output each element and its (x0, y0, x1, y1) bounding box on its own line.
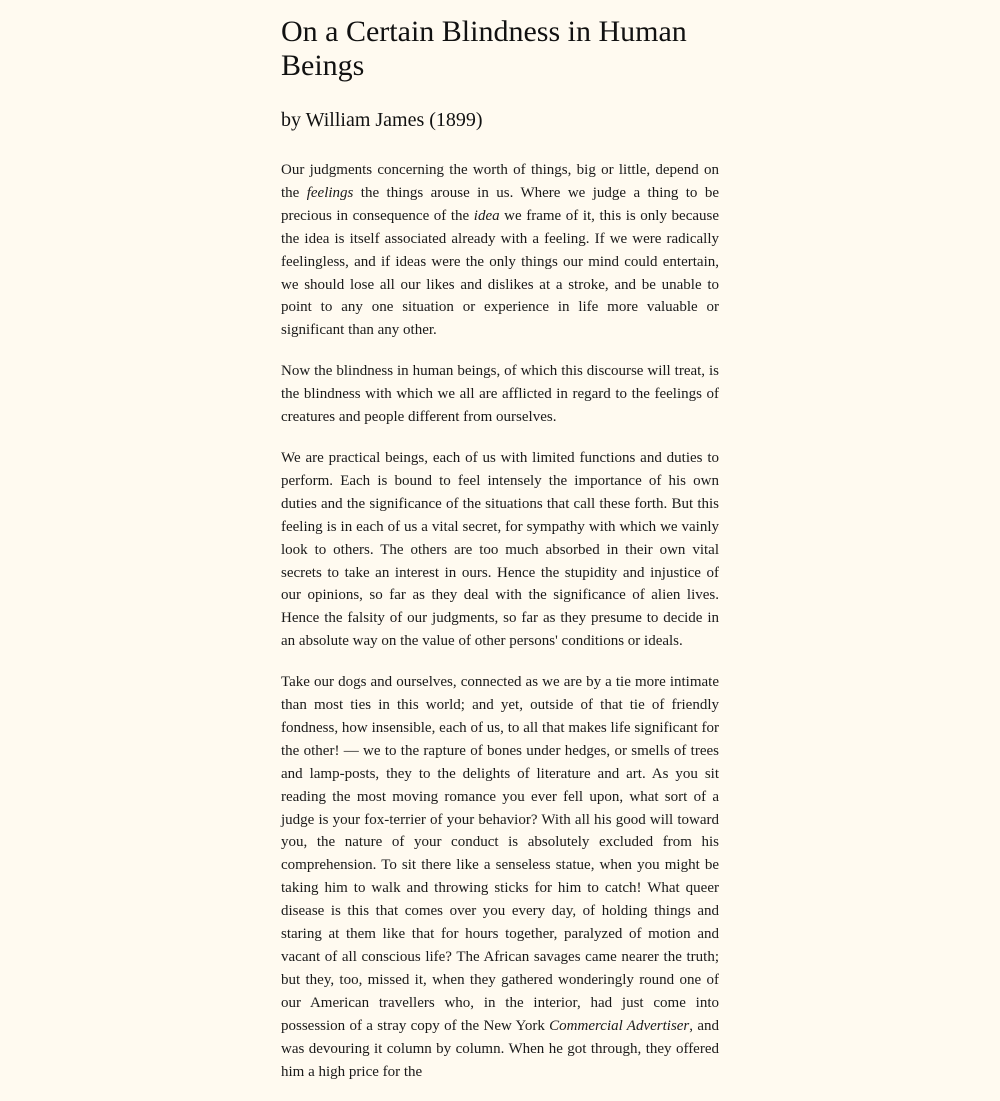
paragraph-text: we frame of it, this is only because the idea is itself associated already with a feeling. If we were radically feelingless, and if ideas were the only things our mind could entertain, we should lose all our likes and dislikes at a stroke, and be unable to point to any one situation or experience in life more valuable or significant than any other. (281, 207, 720, 339)
emphasized-text: idea (473, 207, 500, 224)
author-byline: by William James (1899) (281, 109, 483, 131)
body-paragraph (281, 360, 719, 429)
document-title: On a Certain Blindness in Human Beings (281, 15, 687, 82)
paragraph-text: Our judgments concerning the worth of things, big or little, depend on the (281, 162, 719, 201)
emphasized-text: feelings (306, 184, 354, 201)
body-paragraph (281, 447, 719, 653)
body-paragraph (281, 159, 719, 342)
paragraph-text: We are practical beings, each of us with limited functions and duties to perform. Each is bound to feel intensely the importance of his own duties and the significance of the situations that call these forth. But this feeling is in each of us a vital secret, for sympathy with which we vainly look to others. The others are too much absorbed in their own vital secrets to take an interest in ours. Hence the stupidity and injustice of our opinions, so far as they deal with the significance of alien lives. Hence the falsity of our judgments, so far as they presume to decide in an absolute way on the value of other persons' conditions or ideals. (281, 449, 719, 650)
emphasized-text: Commercial Advertiser (549, 1017, 690, 1034)
paragraph-text: Take our dogs and ourselves, connected as we are by a tie more intimate than most ties in this world; and yet, outside of that tie of friendly fondness, how insensible, each of us, to all that makes life significant for the other! — we to the rapture of bones under hedges, or smells of trees and lamp-posts, they to the delights of literature and art. As you sit reading the most moving romance you ever fell upon, what sort of a judge is your fox-terrier of your behavior? With all his good will toward you, the nature of your conduct is absolutely excluded from his comprehension. To sit there like a senseless statue, when you might be taking him to walk and throwing sticks for him to catch! What queer disease is this that comes over you every day, of holding things and staring at them like that for hours together, paralyzed of motion and vacant of all conscious life? The African savages came nearer the truth; but they, too, missed it, when they gathered wonderingly round one of our American travellers who, in the interior, had just come into possession of a stray copy of the New York (281, 674, 719, 1034)
paragraph-text: , and was devouring it column by column. When he got through, they offered him a high price for the (281, 1017, 719, 1080)
body-paragraph (281, 671, 719, 1083)
paragraph-text: Now the blindness in human beings, of which this discourse will treat, is the blindness with which we all are afflicted in regard to the feelings of creatures and people different from ourselves. (281, 363, 719, 426)
document-page (281, 0, 719, 1101)
document-body (281, 159, 719, 1083)
paragraph-text: the things arouse in us. Where we judge a thing to be precious in consequence of the (281, 184, 719, 224)
